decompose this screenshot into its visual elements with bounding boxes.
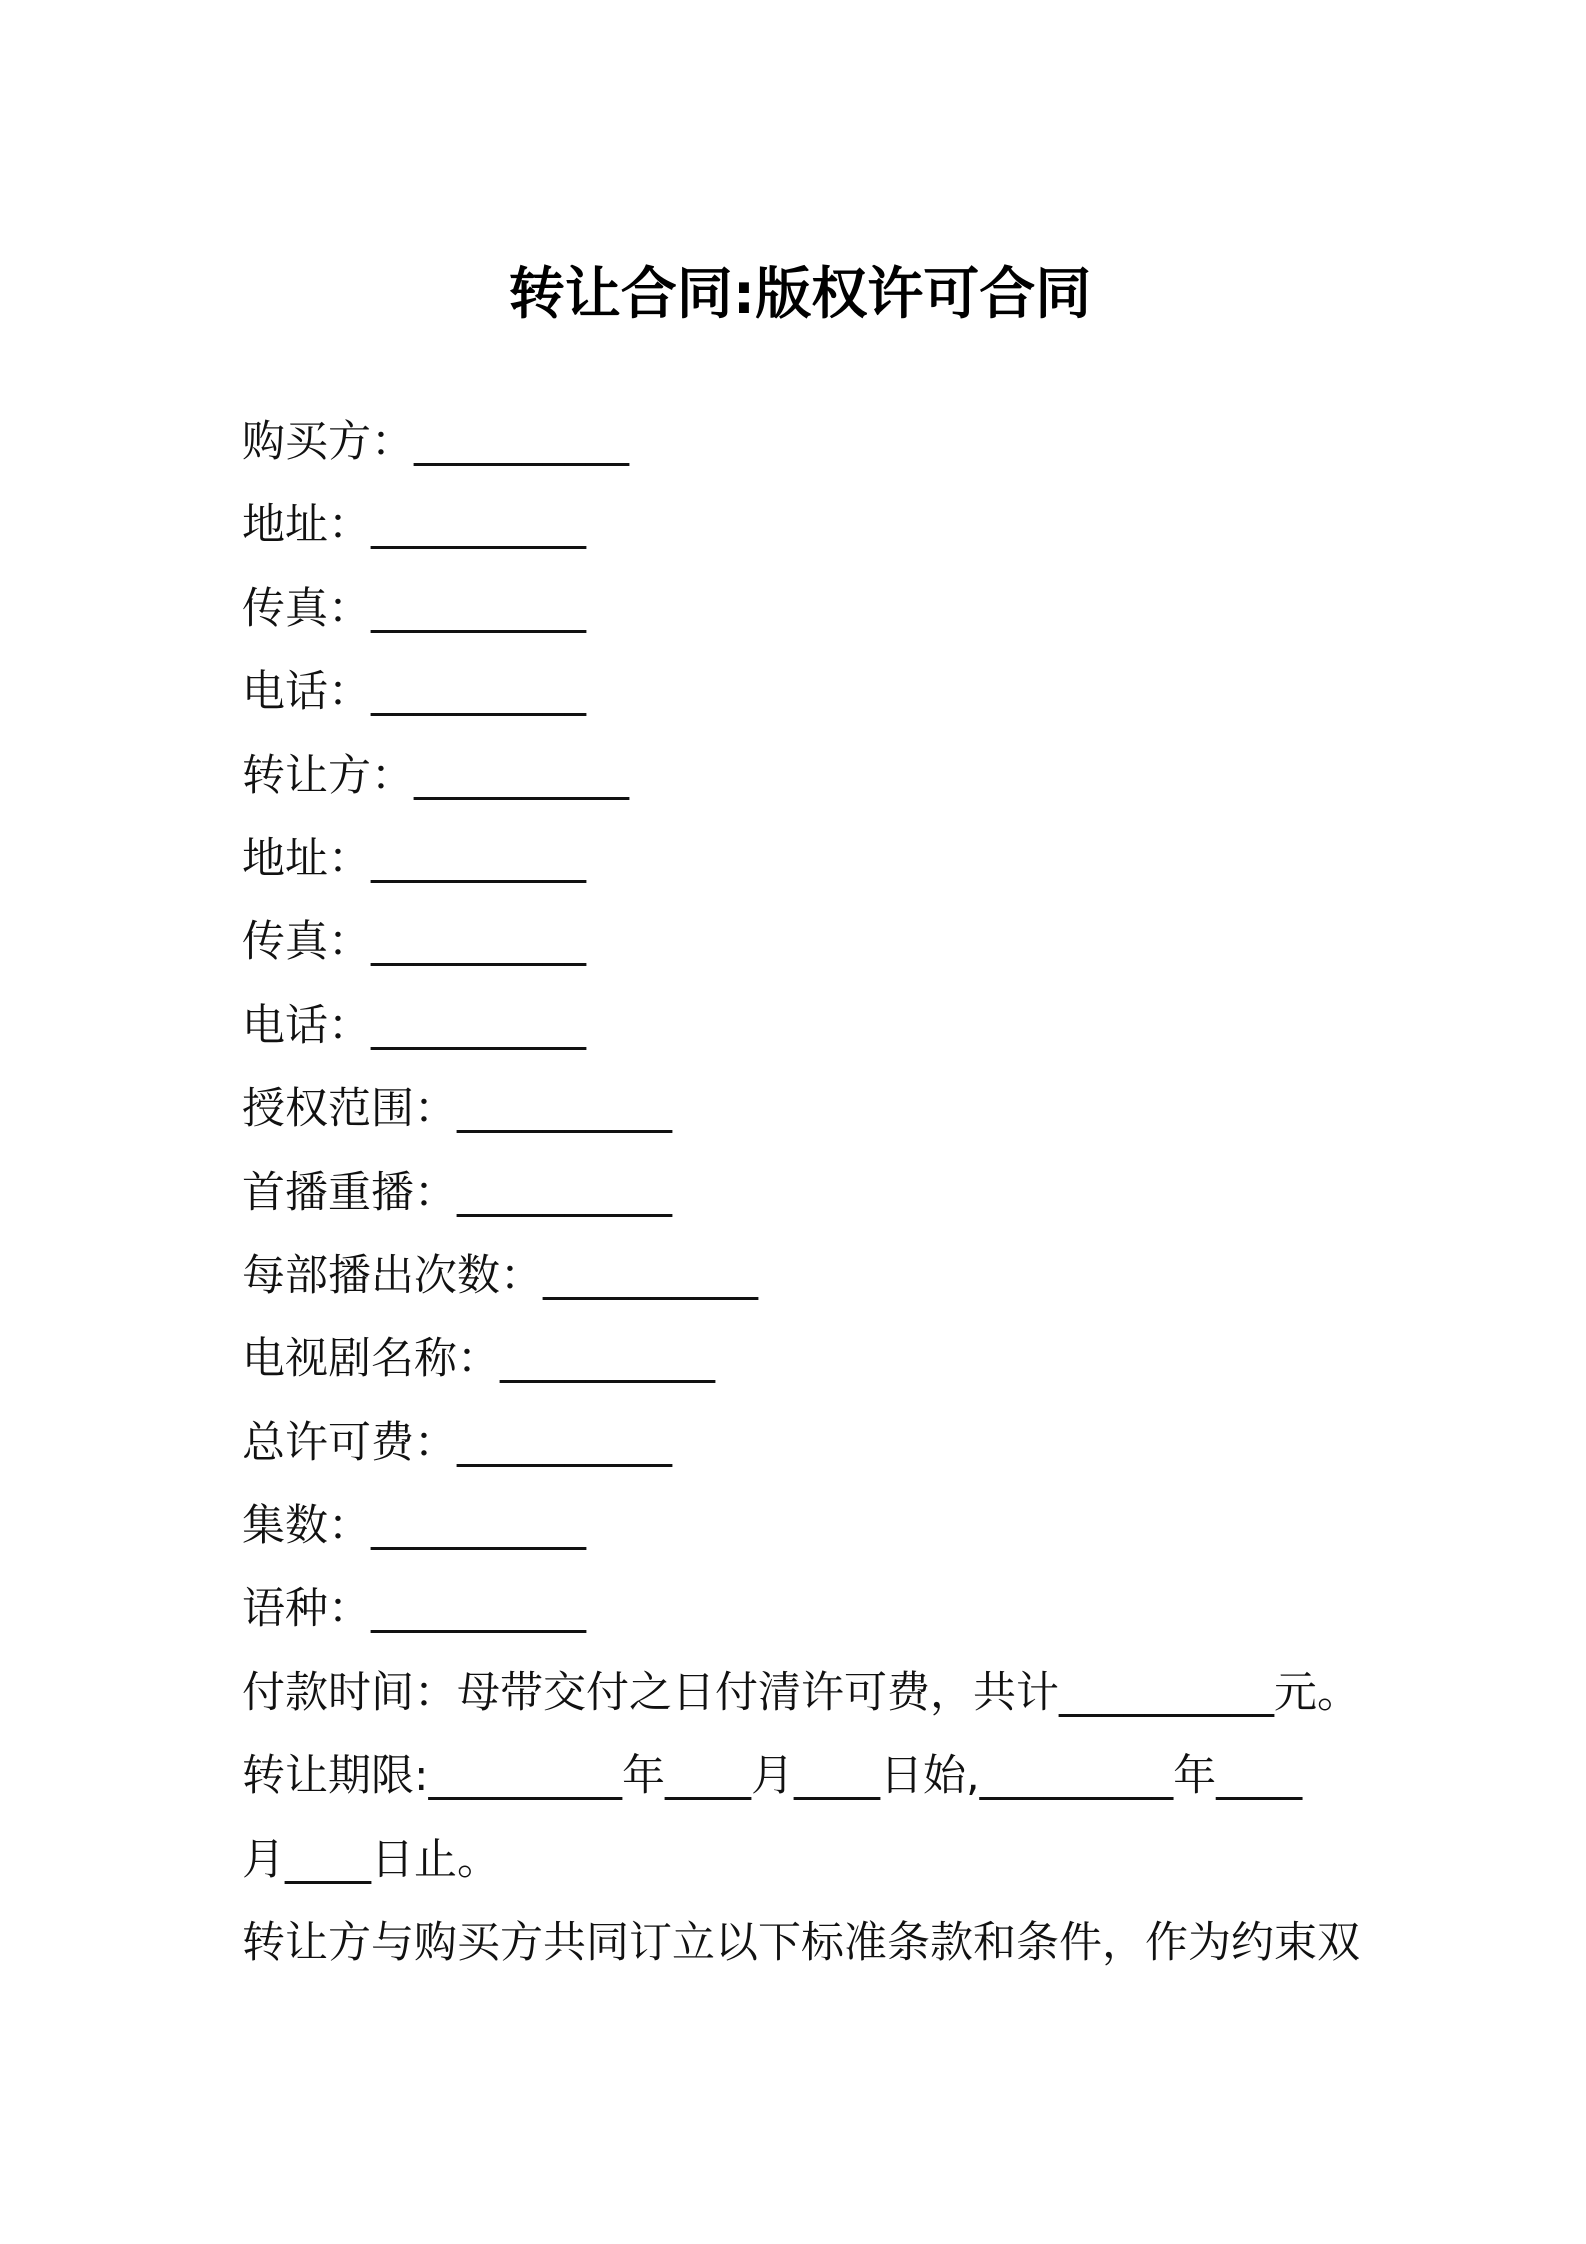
buyer-fax-field: 传真：__________ [242, 583, 586, 634]
transferor-fax-field: 传真：__________ [242, 917, 586, 968]
transferor-phone-field: 电话：__________ [242, 1000, 586, 1051]
license-scope-field: 授权范围：__________ [242, 1084, 672, 1135]
total-license-fee-field: 总许可费：__________ [242, 1417, 672, 1468]
buyer-field: 购买方：__________ [242, 417, 629, 467]
payment-time-clause: 付款时间：母带交付之日付清许可费，共计__________元。 [242, 1667, 1360, 1718]
document-title: 转让合同:版权许可合同 [508, 262, 1092, 327]
broadcast-count-field: 每部播出次数：__________ [242, 1250, 758, 1301]
language-field: 语种：__________ [242, 1584, 586, 1635]
premiere-rerun-field: 首播重播：__________ [242, 1167, 672, 1218]
terms-intro-paragraph: 转让方与购买方共同订立以下标准条款和条件，作为约束双 [242, 1918, 1360, 1969]
document-body [242, 401, 1442, 1985]
transfer-period-clause-continued: 月____日止。 [242, 1834, 500, 1885]
series-name-field: 电视剧名称：__________ [242, 1334, 715, 1385]
transferor-address-field: 地址：__________ [242, 833, 586, 884]
episode-count-field: 集数：__________ [242, 1501, 586, 1552]
transferor-field: 转让方：__________ [242, 750, 629, 801]
buyer-address-field: 地址：__________ [242, 500, 586, 551]
transfer-period-clause: 转让期限:_________年____月____日始,_________年____ [242, 1751, 1303, 1802]
buyer-phone-field: 电话：__________ [242, 667, 586, 718]
